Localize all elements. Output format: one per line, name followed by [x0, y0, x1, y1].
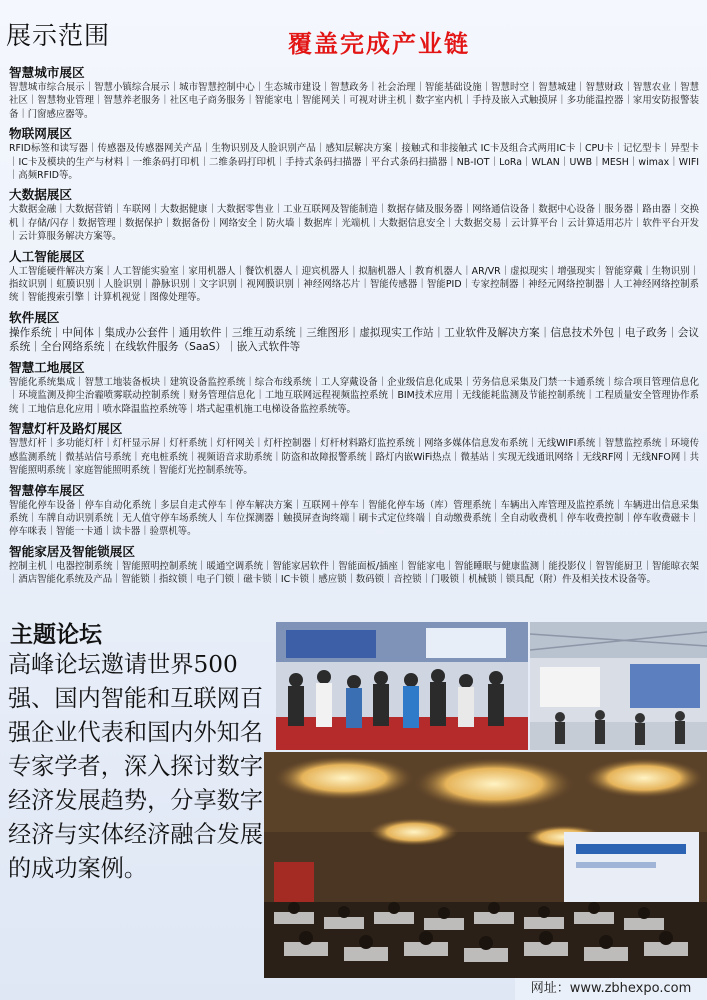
zone-smart-parking — [9, 482, 699, 539]
zone-title: 智慧工地展区 — [9, 360, 85, 376]
zone-description: RFID标签和读写器｜传感器及传感器网关产品｜生物识别及人脸识别产品｜感知层解决方案｜接触式和非接触式 IC卡及组合式两用IC卡｜CPU卡｜记忆型卡｜异型卡｜IC卡及模块的生产与材料｜一维条码打印机｜二维条码打印机｜手持式条码扫描器｜平台式条码扫描器｜NB-IOT｜LoRa｜WLAN｜UWB｜MESH｜wimax｜WIFI｜高频RFID等。 — [9, 143, 699, 182]
zone-smart-site — [9, 359, 699, 416]
zone-description: 操作系统｜中间体｜集成办公套件｜通用软件｜三维互动系统｜三维图形｜虚拟现实工作站｜工业软件及解决方案｜信息技术外包｜电子政务｜会议系统｜全台网络系统｜在线软件服务（SaaS）｜嵌入式软件等 — [9, 326, 699, 354]
expo-crowd-photo — [276, 622, 528, 750]
zone-smart-city — [9, 64, 699, 121]
zone-description: 大数据金融｜大数据营销｜车联网｜大数据健康｜大数据零售业｜工业互联网及智能制造｜数据存储及服务器｜网络通信设备｜数据中心设备｜服务器｜路由器｜交换机｜存储/闪存｜数据管理｜数据保护｜数据备份｜网络安全｜防火墙｜数据库｜光端机｜大数据信息安全｜大数据交易｜云计算平台｜云计算适用芯片｜软件平台开发｜云计算服务解决方案等。 — [9, 204, 699, 243]
zone-ai — [9, 248, 699, 305]
zone-description: 控制主机｜电器控制系统｜智能照明控制系统｜暖通空调系统｜智能家居软件｜智能面板/插座｜智能家电｜智能睡眠与健康监测｜能投影仪｜智智能厨卫｜智能晾衣架｜酒店智能化系统及产品｜智能锁｜指纹锁｜电子门锁｜磁卡锁｜IC卡锁｜感应锁｜数码锁｜音控锁｜门吸锁｜机械锁｜锁具配（附）件及相关技术设备等。 — [9, 560, 699, 586]
zone-title: 软件展区 — [9, 309, 60, 325]
zone-title: 智慧灯杆及路灯展区 — [9, 421, 123, 437]
zone-title: 人工智能展区 — [9, 248, 85, 264]
zone-title: 智能家居及智能锁展区 — [9, 543, 135, 559]
zone-title: 物联网展区 — [9, 126, 72, 142]
zone-description: 智慧灯杆｜多功能灯杆｜灯杆显示屏｜灯杆系统｜灯杆网关｜灯杆控制器｜灯杆材料路灯监控系统｜网络多媒体信息发布系统｜无线WIFI系统｜智慧监控系统｜环境传感监测系统｜微基站信号系统｜充电桩系统｜视频语音求助系统｜防盗和故障报警系统｜路灯内嵌WiFi热点｜微基站｜实现无线通讯网络｜无线RF网｜无线NFO网｜共智能照明系统｜家庭智能照明系统｜智能灯光控制系统等。 — [9, 438, 699, 477]
forum-description: 高峰论坛邀请世界500强、国内智能和互联网百强企业代表和国内外知名专家学者，深入探讨数字经济发展趋势，分享数字经济与实体经济融合发展的成功案例。 — [8, 651, 264, 882]
zone-title: 智慧城市展区 — [9, 65, 85, 80]
zone-description: 智能化系统集成｜智慧工地装备板块｜建筑设备监控系统｜综合布线系统｜工人穿戴设备｜企业级信息化成果｜劳务信息采集及门禁一卡通系统｜综合项目管理信息化｜环境监测及抑尘治霾喷雾联动控制系统｜财务管理信息化｜工地互联网远程视频监控系统｜BIM技术应用｜无线能耗监测及节能控制系统｜工程质量安全管理协作系统｜工地信息化应用｜喷水降温监控系统等｜塔式起重机施工电梯设备监控系统等。 — [9, 377, 699, 415]
zone-smart-pole — [9, 420, 699, 477]
page-title: 展示范围 — [6, 21, 111, 50]
industry-chain-heading: 覆盖完成产业链 — [288, 30, 470, 58]
expo-hall-photo — [530, 622, 707, 750]
zone-software — [9, 309, 699, 355]
zone-title: 智慧停车展区 — [9, 482, 85, 498]
zone-big-data — [9, 186, 699, 243]
zone-title: 大数据展区 — [9, 187, 72, 203]
zone-description: 人工智能硬件解决方案｜人工智能实验室｜家用机器人｜餐饮机器人｜迎宾机器人｜拟脑机器人｜教育机器人｜AR/VR｜虚拟现实｜增强现实｜智能穿戴｜生物识别｜指纹识别｜虹膜识别｜人脸识别｜静脉识别｜文字识别｜视网膜识别｜神经网络芯片｜智能传感器｜智能PID｜专家控制器｜神经元网络控制器｜人工神经网络控制系统｜智能搜索引擎｜计算机视觉｜图像处理等。 — [9, 265, 699, 304]
exhibition-zones — [9, 64, 699, 591]
zone-iot — [9, 125, 699, 182]
forum-title: 主题论坛 — [10, 622, 102, 648]
website-url[interactable]: 网址：www.zbhexpo.com — [515, 978, 707, 1000]
zone-smart-home — [9, 543, 699, 587]
zone-description: 智慧城市综合展示｜智慧小镇综合展示｜城市智慧控制中心｜生态城市建设｜智慧政务｜社会治理｜智能基础设施｜智慧时空｜智慧城建｜智慧财政｜智慧农业｜智慧社区｜智慧物业管理｜智慧养老服务｜社区电子商务服务｜智能家电｜智能网关｜可视对讲主机｜数字室内机｜手持及嵌入式触摸屏｜多功能温控器｜家用安防报警装备｜门窗感应器等。 — [9, 82, 699, 120]
forum-ballroom-photo — [264, 752, 707, 978]
zone-description: 智能化停车设备｜停车自动化系统｜多层自走式停车｜停车解决方案｜互联网＋停车｜智能化停车场（库）管理系统｜车辆出入库管理及监控系统｜车辆进出信息采集系统｜车牌自动识别系统｜无人值守停车场系统人｜车位探测器｜触摸屏查询终端｜刷卡式定位终端｜自动缴费系统｜全自动收费机｜停车收费控制｜停车收费磁卡｜停车咪表｜智能一卡通｜读卡器｜验票机等。 — [9, 499, 699, 538]
